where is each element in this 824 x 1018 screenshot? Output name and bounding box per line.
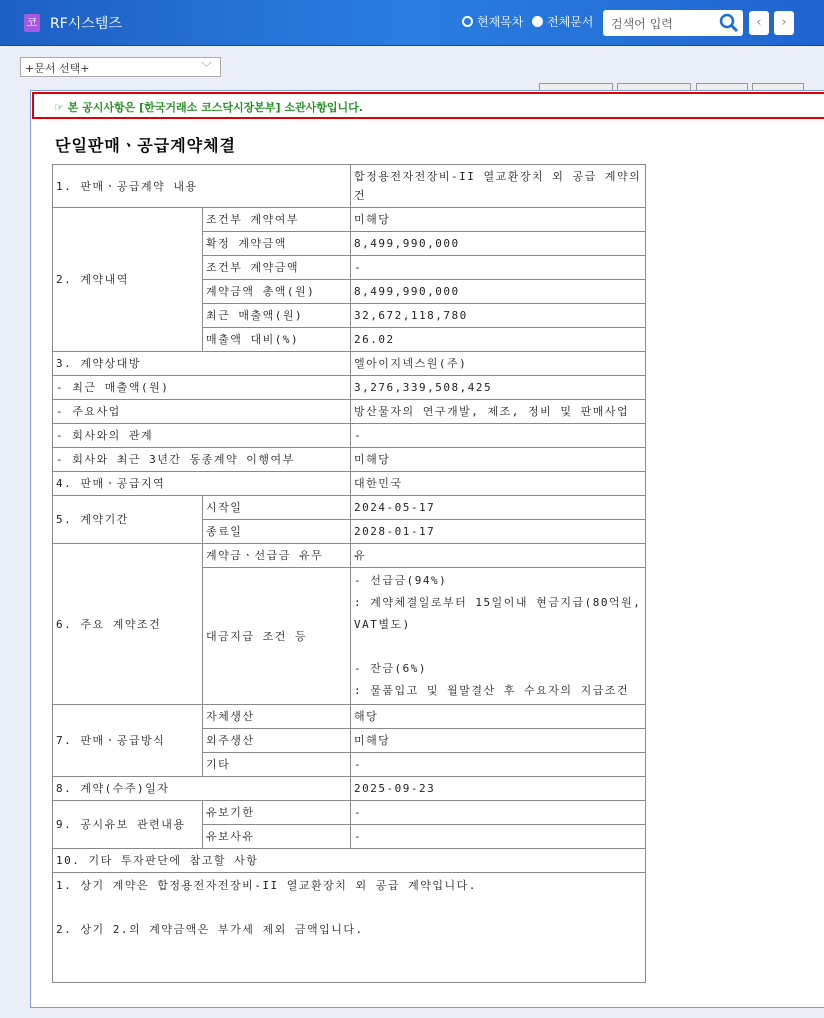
table-row xyxy=(53,777,646,801)
document-select-value: +문서 선택+ xyxy=(25,62,90,75)
table-row xyxy=(53,376,646,400)
row-value: 2028-01-17 xyxy=(351,520,646,544)
search-input[interactable] xyxy=(603,10,743,36)
row-value: - xyxy=(351,801,646,825)
document-title: 단일판매ㆍ공급계약체결 xyxy=(55,136,237,155)
table-row xyxy=(53,849,646,873)
sub-label: 유보사유 xyxy=(203,825,351,849)
row-label: 4. 판매ㆍ공급지역 xyxy=(53,472,351,496)
row-value: - 선급금(94%) : 계약체결일로부터 15일이내 현금지급(80억원, VAT별도) - 잔금(6%) : 물품입고 및 월말결산 후 수요자의 지급조건 xyxy=(351,568,646,705)
row-label: - 회사와 최근 3년간 동종계약 이행여부 xyxy=(53,448,351,472)
table-row xyxy=(53,352,646,376)
row-label: 3. 계약상대방 xyxy=(53,352,351,376)
row-value: 8,499,990,000 xyxy=(351,232,646,256)
sub-label: 최근 매출액(원) xyxy=(203,304,351,328)
table-row xyxy=(53,496,646,520)
table-row xyxy=(53,424,646,448)
sub-label: 계약금ㆍ선급금 유무 xyxy=(203,544,351,568)
disclosure-table xyxy=(52,164,646,983)
sub-label: 외주생산 xyxy=(203,729,351,753)
row-label: 9. 공시유보 관련내용 xyxy=(53,801,203,849)
radio-current-toc[interactable] xyxy=(462,13,523,30)
table-row xyxy=(53,873,646,983)
row-label: 5. 계약기간 xyxy=(53,496,203,544)
row-value: 미해당 xyxy=(351,208,646,232)
sub-label: 기타 xyxy=(203,753,351,777)
row-value: - xyxy=(351,825,646,849)
row-value: 해당 xyxy=(351,705,646,729)
remarks-body: 1. 상기 계약은 합정용전자전장비-II 열교환장치 외 공급 계약입니다. 2. 상기 2.의 계약금액은 부가세 제외 금액입니다. xyxy=(53,873,646,983)
sub-label: 조건부 계약여부 xyxy=(203,208,351,232)
prev-button[interactable]: ‹ xyxy=(749,11,769,35)
table-row xyxy=(53,705,646,729)
table-row xyxy=(53,165,646,208)
table-row xyxy=(53,472,646,496)
row-label: - 최근 매출액(원) xyxy=(53,376,351,400)
row-value: - xyxy=(351,424,646,448)
document-select[interactable] xyxy=(20,57,221,77)
sub-label: 시작일 xyxy=(203,496,351,520)
row-label: 7. 판매ㆍ공급방식 xyxy=(53,705,203,777)
radio-all-docs[interactable] xyxy=(532,13,593,30)
app-logo: 코 xyxy=(24,14,40,32)
row-value: 방산물자의 연구개발, 제조, 정비 및 판매사업 xyxy=(351,400,646,424)
radio-icon xyxy=(532,16,543,27)
row-value: 엘아이지넥스원(주) xyxy=(351,352,646,376)
sub-label: 조건부 계약금액 xyxy=(203,256,351,280)
row-value: 2025-09-23 xyxy=(351,777,646,801)
jurisdiction-notice: ☞ 본 공시사항은 [한국거래소 코스닥시장본부] 소관사항입니다. xyxy=(32,92,824,119)
document-frame xyxy=(30,90,824,1008)
app-title: RF시스템즈 xyxy=(50,16,122,32)
row-value: 유 xyxy=(351,544,646,568)
table-row xyxy=(53,400,646,424)
row-value: 미해당 xyxy=(351,448,646,472)
row-label: 8. 계약(수주)일자 xyxy=(53,777,351,801)
sub-label: 계약금액 총액(원) xyxy=(203,280,351,304)
row-value: - xyxy=(351,256,646,280)
radio-label: 전체문서 xyxy=(547,15,594,29)
row-label: - 주요사업 xyxy=(53,400,351,424)
row-value: - xyxy=(351,753,646,777)
radio-label: 현재목차 xyxy=(477,15,524,29)
row-value: 8,499,990,000 xyxy=(351,280,646,304)
table-row xyxy=(53,801,646,825)
next-button[interactable]: › xyxy=(774,11,794,35)
row-value: 2024-05-17 xyxy=(351,496,646,520)
sub-label: 종료일 xyxy=(203,520,351,544)
row-value: 32,672,118,780 xyxy=(351,304,646,328)
row-value: 3,276,339,508,425 xyxy=(351,376,646,400)
row-label: 2. 계약내역 xyxy=(53,208,203,352)
search-placeholder: 검색어 입력 xyxy=(611,17,673,31)
search-icon[interactable] xyxy=(719,13,739,33)
row-value: 26.02 xyxy=(351,328,646,352)
radio-icon xyxy=(462,16,473,27)
table-row xyxy=(53,544,646,568)
row-label: 10. 기타 투자판단에 참고할 사항 xyxy=(53,849,646,873)
row-value: 대한민국 xyxy=(351,472,646,496)
row-value: 미해당 xyxy=(351,729,646,753)
sub-label: 자체생산 xyxy=(203,705,351,729)
table-row xyxy=(53,448,646,472)
table-row xyxy=(53,208,646,232)
sub-label: 유보기한 xyxy=(203,801,351,825)
top-bar xyxy=(0,0,824,46)
row-value: 합정용전자전장비-II 열교환장치 외 공급 계약의 건 xyxy=(351,165,646,208)
sub-label: 매출액 대비(%) xyxy=(203,328,351,352)
row-label: 6. 주요 계약조건 xyxy=(53,544,203,705)
row-label: - 회사와의 관계 xyxy=(53,424,351,448)
chevron-down-icon: ﹀ xyxy=(201,61,212,74)
sub-label: 대금지급 조건 등 xyxy=(203,568,351,705)
row-label: 1. 판매ㆍ공급계약 내용 xyxy=(53,165,351,208)
sub-label: 확정 계약금액 xyxy=(203,232,351,256)
